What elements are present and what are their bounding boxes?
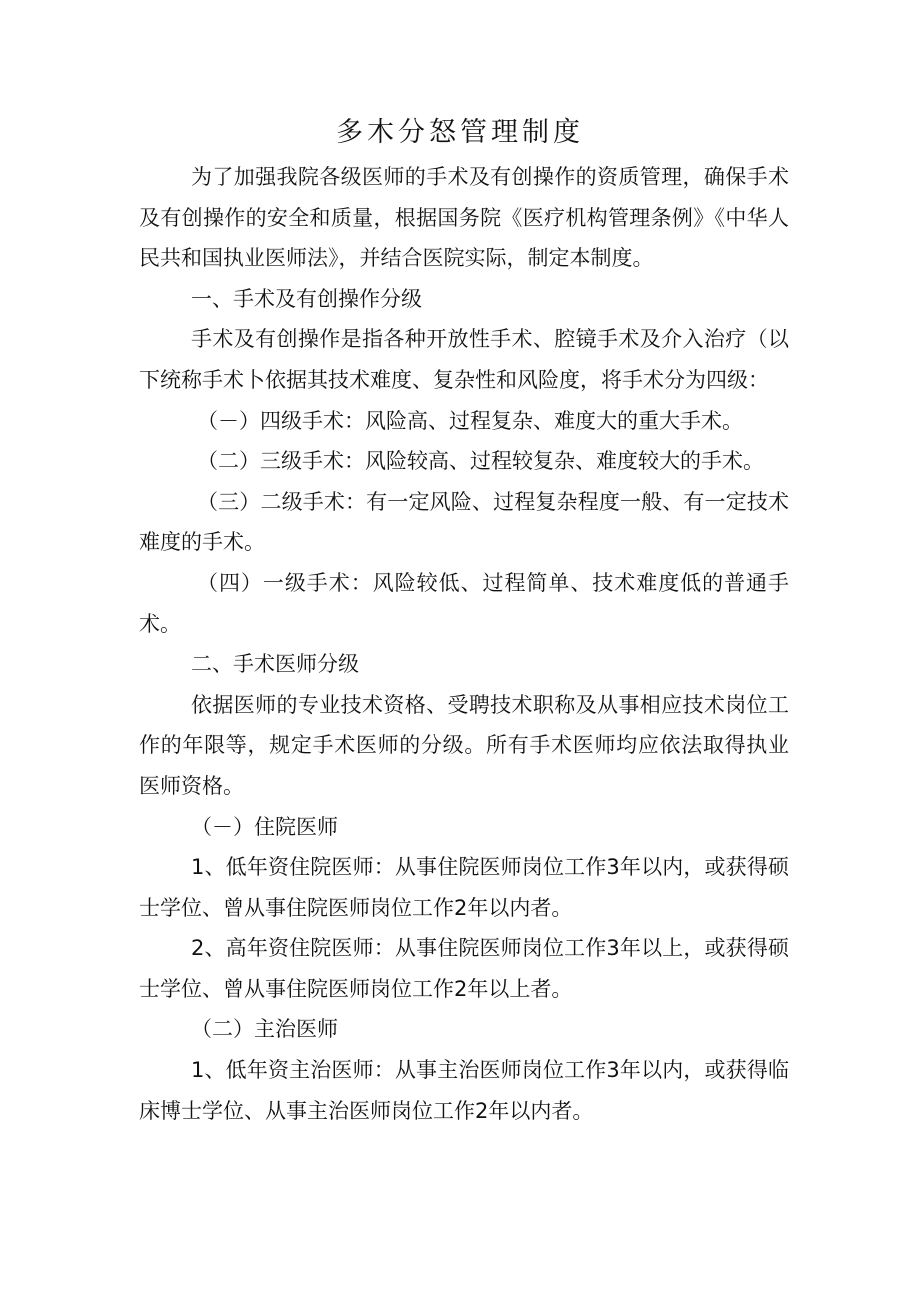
- section-heading-1: 一、手术及有创操作分级: [191, 286, 422, 311]
- list-item: 1、低年资住院医师：从事住院医师岗位工作3年以内，或获得硕士学位、曾从事住院医师岗位工作2年以内者。: [139, 855, 789, 920]
- section-heading-2: 二、手术医师分级: [191, 652, 359, 677]
- paragraph: 依据医师的专业技术资格、受聘技术职称及从事相应技术岗位工作的年限等，规定手术医师的分级。所有手术医师均应依法取得执业医师资格。: [139, 692, 789, 798]
- document-title: 多木分怒管理制度: [336, 117, 584, 148]
- list-item: （二）三级手术：风险较高、过程较复杂、难度较大的手术。: [197, 449, 764, 474]
- list-item: 1、低年资主治医师：从事主治医师岗位工作3年以内，或获得临床博士学位、从事主治医师岗位工作2年以内者。: [139, 1058, 789, 1123]
- subsection-heading: （二）主治医师: [191, 1017, 338, 1042]
- subsection-heading: （－）住院医师: [191, 814, 338, 839]
- document-body: [139, 157, 789, 1131]
- list-item: （－）四级手术：风险高、过程复杂、难度大的重大手术。: [197, 408, 743, 433]
- paragraph: 手术及有创操作是指各种开放性手术、腔镜手术及介入治疗（以下统称手术卜依据其技术难度、复杂性和风险度，将手术分为四级：: [139, 327, 789, 392]
- list-item: 2、高年资住院医师：从事住院医师岗位工作3年以上，或获得硕士学位、曾从事住院医师岗位工作2年以上者。: [139, 936, 789, 1001]
- list-item: （四）一级手术：风险较低、过程简单、技术难度低的普通手术。: [139, 570, 789, 636]
- intro-paragraph: 为了加强我院各级医师的手术及有创操作的资质管理，确保手术及有创操作的安全和质量，根据国务院《医疗机构管理条例》《中华人民共和国执业医师法》，并结合医院实际，制定本制度。: [139, 165, 789, 271]
- list-item: （三）二级手术：有一定风险、过程复杂程度一般、有一定技术难度的手术。: [139, 489, 789, 555]
